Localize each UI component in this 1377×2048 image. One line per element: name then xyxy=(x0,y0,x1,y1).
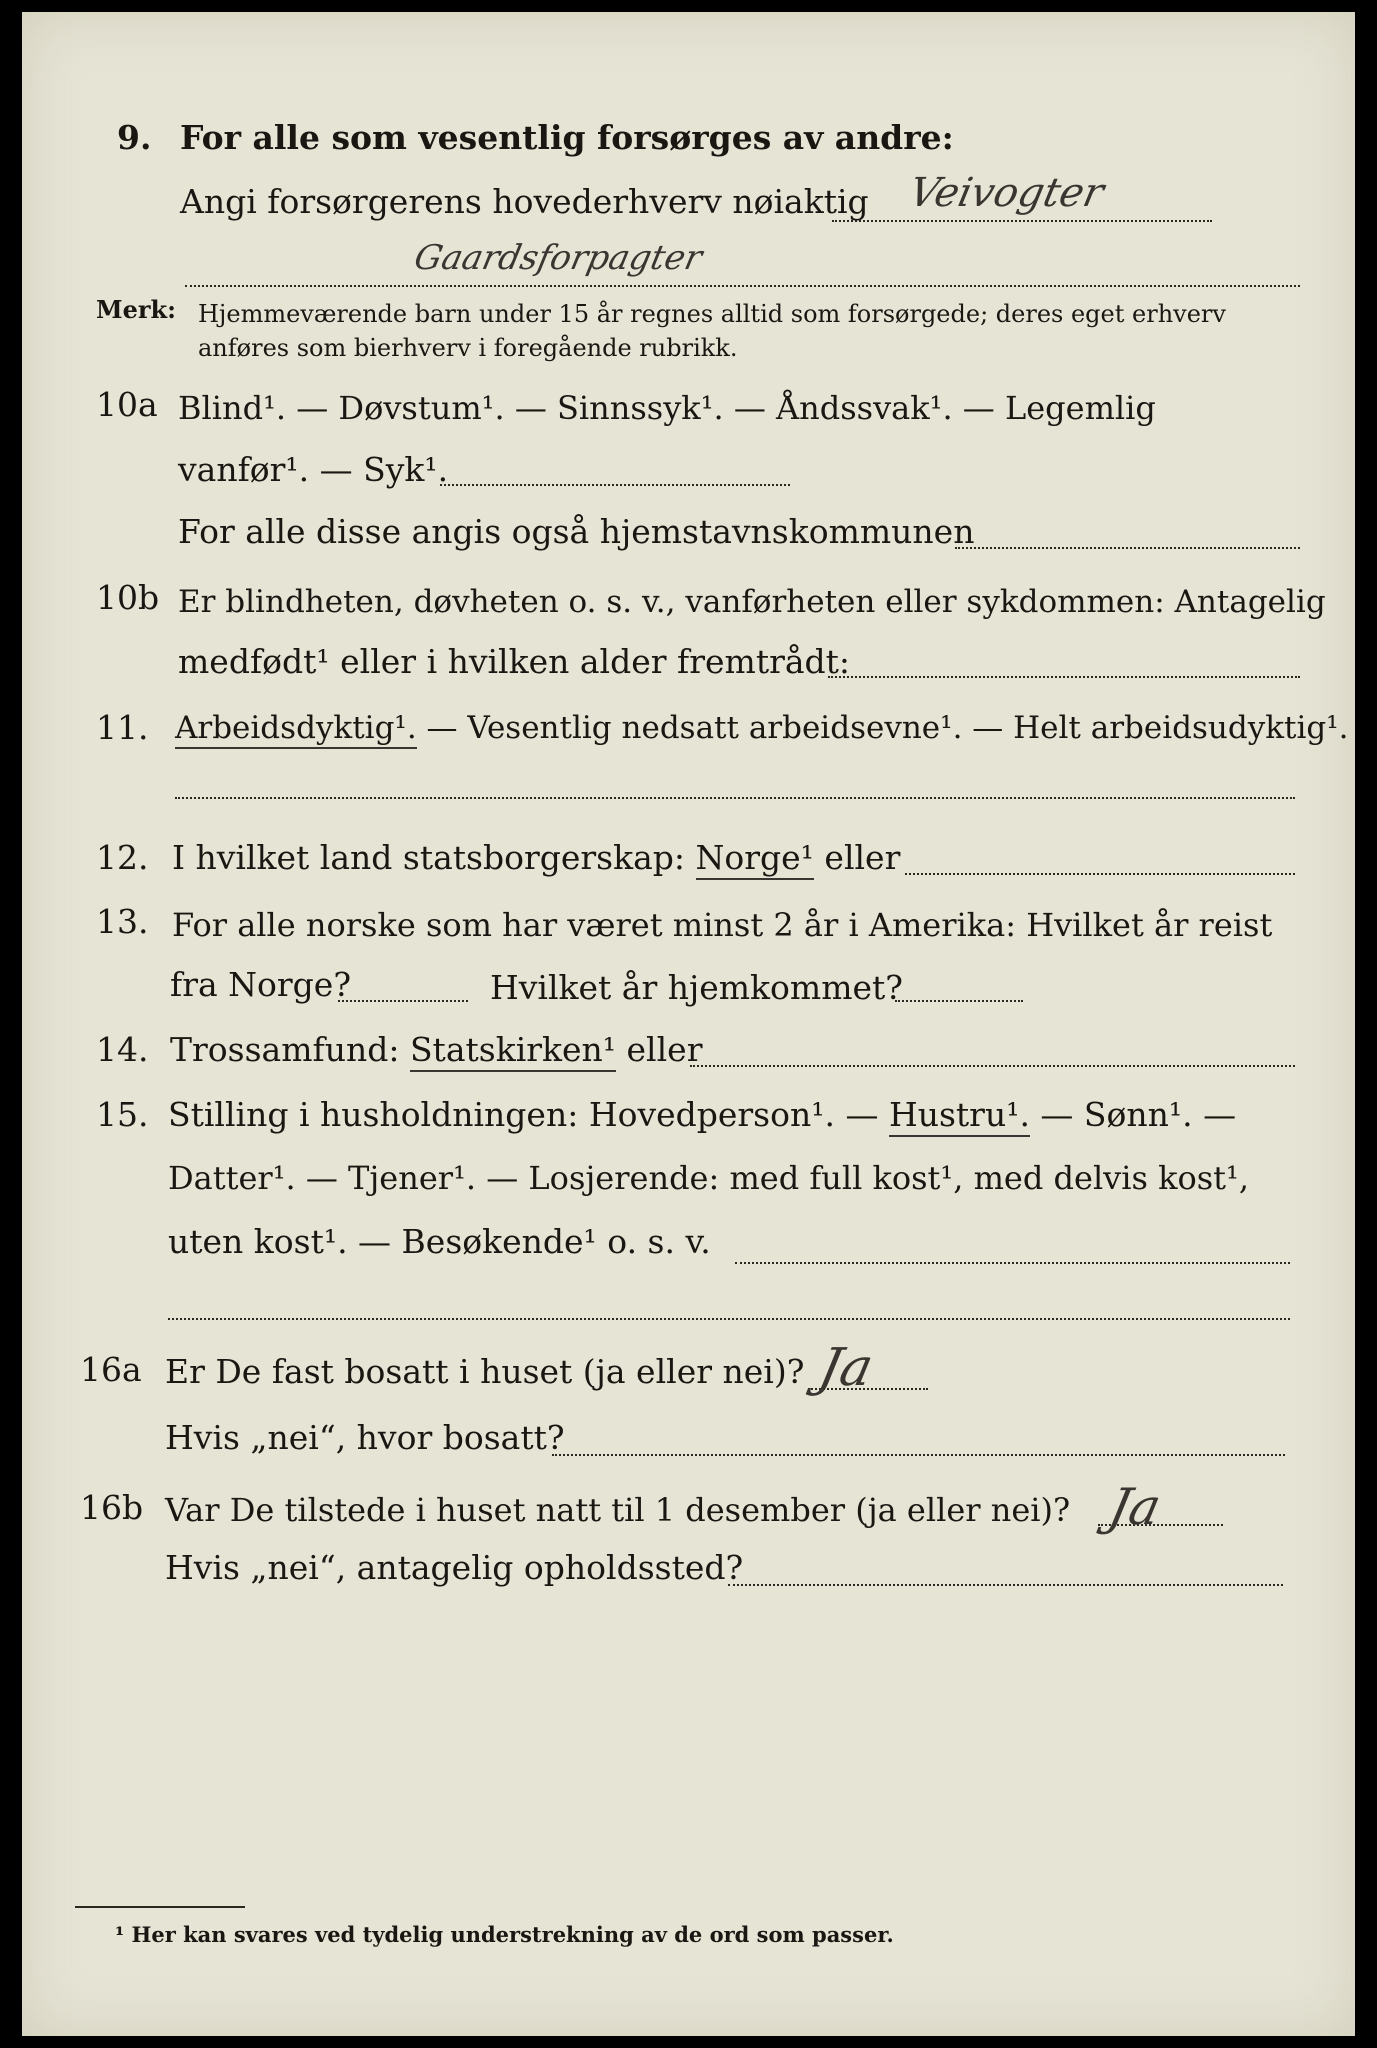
q15-line-1 xyxy=(168,1095,1236,1135)
q14-answer-line xyxy=(690,1065,1295,1067)
merk-text-line-2: anføres som bierhverv i foregående rubrikk. xyxy=(198,334,738,362)
q12-post: eller xyxy=(813,838,901,877)
q13-answer-line-2 xyxy=(895,1000,1023,1002)
q10b-line-2: medfødt¹ eller i hvilken alder fremtrådt: xyxy=(178,642,851,681)
q11-rest: — Vesentlig nedsatt arbeidsevne¹. — Helt arbeidsudyktig¹. xyxy=(416,710,1349,746)
q16a-answer-line-2 xyxy=(552,1454,1285,1456)
q16b-answer-line-2 xyxy=(728,1584,1283,1586)
q12-answer-line xyxy=(905,873,1295,875)
q16b-number: 16b xyxy=(80,1488,144,1527)
q9-handwritten-answer-2: Gaardsforpagter xyxy=(410,238,706,278)
q10a-number: 10a xyxy=(96,385,158,424)
q14-option-underlined: Statskirken¹ xyxy=(410,1030,616,1072)
merk-label: Merk: xyxy=(96,295,176,324)
q9-answer-line-2 xyxy=(185,285,1300,287)
q12-text xyxy=(172,838,900,878)
q13-line-2b: Hvilket år hjemkommet? xyxy=(490,968,903,1007)
q9-heading: For alle som vesentlig forsørges av andre: xyxy=(180,118,954,157)
q16b-handwritten-answer: Ja xyxy=(1103,1478,1167,1536)
q9-handwritten-answer-1: Veivogter xyxy=(905,170,1108,216)
q15-line-3: uten kost¹. — Besøkende¹ o. s. v. xyxy=(168,1222,711,1261)
q11-option-underlined: Arbeidsdyktig¹. xyxy=(175,710,417,749)
q10a-line-2: vanfør¹. — Syk¹. xyxy=(178,450,449,489)
q16a-number: 16a xyxy=(80,1350,142,1389)
q11-text xyxy=(175,708,1349,748)
q16b-line-1: Var De tilstede i huset natt til 1 desember (ja eller nei)? xyxy=(165,1491,1071,1529)
q11-answer-line xyxy=(175,797,1295,799)
q15-line-1-pre: Stilling i husholdningen: Hovedperson¹. — xyxy=(168,1095,889,1134)
q12-option-underlined: Norge¹ xyxy=(696,838,814,880)
q14-post: eller xyxy=(616,1030,703,1069)
q16a-line-1: Er De fast bosatt i huset (ja eller nei)? xyxy=(165,1352,805,1391)
footnote-rule xyxy=(75,1906,245,1908)
q12-label: I hvilket land statsborgerskap: xyxy=(172,838,696,877)
q9-label: Angi forsørgerens hovederhverv nøiaktig xyxy=(180,182,869,221)
q15-number: 15. xyxy=(96,1095,149,1134)
q11-number: 11. xyxy=(96,708,149,747)
footnote: ¹ Her kan svares ved tydelig understrekning av de ord som passer. xyxy=(115,1922,894,1947)
q16a-line-2: Hvis „nei“, hvor bosatt? xyxy=(165,1418,565,1457)
q12-number: 12. xyxy=(96,838,149,877)
q15-line-1-post: — Sønn¹. — xyxy=(1029,1095,1237,1134)
q13-number: 13. xyxy=(96,902,149,941)
q10a-answer-line-1 xyxy=(440,484,790,486)
q14-number: 14. xyxy=(96,1030,149,1069)
q10a-answer-line-2 xyxy=(955,547,1300,549)
q14-text xyxy=(170,1030,702,1070)
q15-answer-line-1 xyxy=(735,1262,1290,1264)
q10a-line-3: For alle disse angis også hjemstavnskommunen xyxy=(178,512,975,551)
q16a-handwritten-answer: Ja xyxy=(813,1338,879,1398)
q13-line-2a: fra Norge? xyxy=(170,965,352,1004)
q16b-line-2: Hvis „nei“, antagelig opholdssted? xyxy=(165,1548,744,1587)
q10b-answer-line xyxy=(828,676,1300,678)
merk-text-line-1: Hjemmeværende barn under 15 år regnes alltid som forsørgede; deres eget erhverv xyxy=(198,300,1226,328)
q9-number: 9. xyxy=(117,118,152,157)
q13-answer-line-1 xyxy=(338,1000,468,1002)
q14-label: Trossamfund: xyxy=(170,1030,410,1069)
q15-line-2: Datter¹. — Tjener¹. — Losjerende: med full kost¹, med delvis kost¹, xyxy=(168,1159,1250,1197)
q10a-line-1: Blind¹. — Døvstum¹. — Sinnssyk¹. — Åndssvak¹. — Legemlig xyxy=(178,389,1156,427)
q10b-line-1: Er blindheten, døvheten o. s. v., vanførheten eller sykdommen: Antagelig xyxy=(178,584,1326,620)
q13-line-1: For alle norske som har været minst 2 år i Amerika: Hvilket år reist xyxy=(172,906,1273,944)
q15-option-underlined: Hustru¹. xyxy=(889,1095,1030,1137)
q9-answer-line-1 xyxy=(832,220,1212,222)
q10b-number: 10b xyxy=(96,578,160,617)
q15-answer-line-2 xyxy=(168,1318,1290,1320)
